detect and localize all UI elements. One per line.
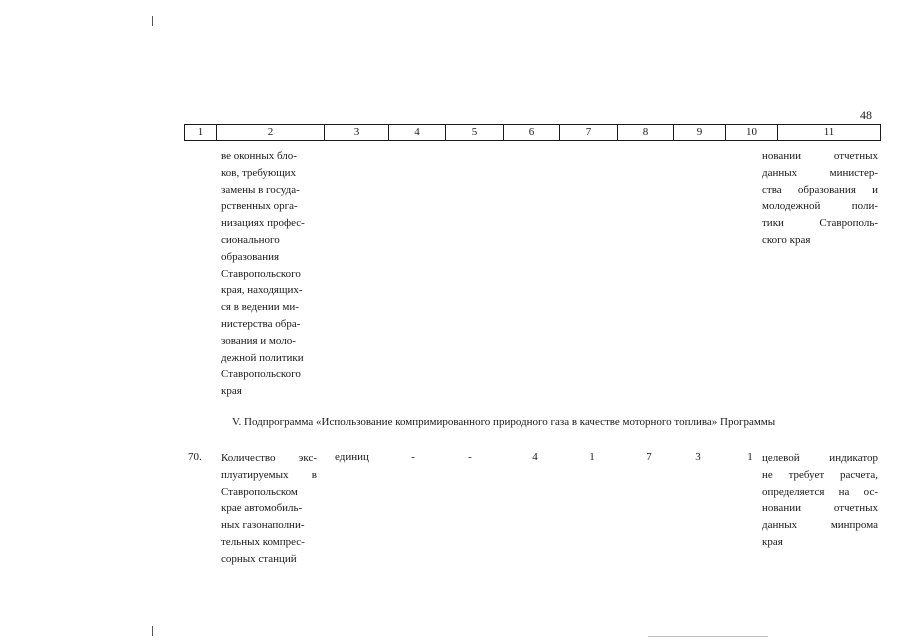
text-line: тельных компрес- — [221, 535, 305, 548]
header-col-9: 9 — [674, 125, 726, 140]
row-70-note-text — [762, 450, 878, 551]
page-number: 48 — [860, 108, 872, 122]
text-line: Ставропольского — [221, 368, 301, 381]
text-line: ве оконных бло- — [221, 150, 297, 162]
text-line: рственных орга- — [221, 200, 298, 213]
value-col-8: 7 — [646, 451, 652, 463]
unit-of-measure: единиц — [335, 451, 369, 463]
column-number-header — [184, 124, 881, 141]
header-col-5: 5 — [446, 125, 504, 140]
text-line: низациях профес- — [221, 217, 305, 230]
section-heading: V. Подпрограмма «Использование компримированного природного газа в качестве моторного топлива» Программы — [232, 416, 776, 428]
text-line: края — [221, 385, 242, 398]
text-line: новании отчетных — [762, 150, 878, 162]
text-line: плуатируемых в — [221, 468, 317, 481]
text-line: нистерства обра- — [221, 317, 301, 330]
text-line: замены в госуда- — [221, 183, 300, 196]
header-col-3: 3 — [325, 125, 389, 140]
text-line: Количество экс- — [221, 452, 317, 464]
text-line: молодежной поли- — [762, 200, 878, 213]
header-col-10: 10 — [726, 125, 778, 140]
margin-tick-bottom — [152, 626, 153, 636]
text-line: Ставропольского — [221, 267, 301, 280]
row-70-indicator-text — [221, 450, 317, 568]
text-line: Ставропольском — [221, 485, 298, 498]
header-col-4: 4 — [389, 125, 446, 140]
text-line: данных минпрома — [762, 519, 878, 532]
continued-note-text — [762, 148, 878, 249]
header-col-6: 6 — [504, 125, 560, 140]
text-line: крае автомобиль- — [221, 502, 303, 515]
text-line: дежной политики — [221, 351, 304, 364]
value-col-7: 1 — [589, 451, 595, 463]
text-line: края — [762, 535, 783, 548]
text-line: целевой индикатор — [762, 452, 878, 464]
continued-indicator-text — [221, 148, 321, 400]
text-line: сионального — [221, 233, 280, 246]
text-line: новании отчетных — [762, 502, 878, 515]
text-line: ся в ведении ми- — [221, 301, 299, 314]
header-col-7: 7 — [560, 125, 618, 140]
text-line: зования и моло- — [221, 334, 296, 347]
value-col-9: 3 — [695, 451, 701, 463]
text-line: образования — [221, 250, 280, 263]
value-col-4: - — [411, 451, 415, 463]
header-col-2: 2 — [217, 125, 325, 140]
value-col-5: - — [468, 451, 472, 463]
text-line: сорных станций — [221, 552, 297, 565]
text-line: ства образования и — [762, 183, 878, 196]
header-col-11: 11 — [823, 126, 835, 138]
row-number: 70. — [188, 451, 202, 463]
text-line: ков, требующих — [221, 166, 297, 179]
text-line: края, находящих- — [221, 284, 303, 297]
header-col-1: 1 — [185, 125, 217, 140]
text-line: данных министер- — [762, 166, 878, 179]
value-col-10: 1 — [747, 451, 753, 463]
text-line: ского края — [762, 233, 811, 246]
text-line: определяется на ос- — [762, 485, 878, 498]
margin-tick-top — [152, 16, 153, 26]
scan-artifact — [648, 636, 768, 637]
text-line: не требует расчета, — [762, 468, 878, 481]
value-col-6: 4 — [532, 451, 538, 463]
text-line: тики Ставрополь- — [762, 217, 878, 230]
header-col-8: 8 — [618, 125, 674, 140]
text-line: ных газонаполни- — [221, 519, 305, 532]
